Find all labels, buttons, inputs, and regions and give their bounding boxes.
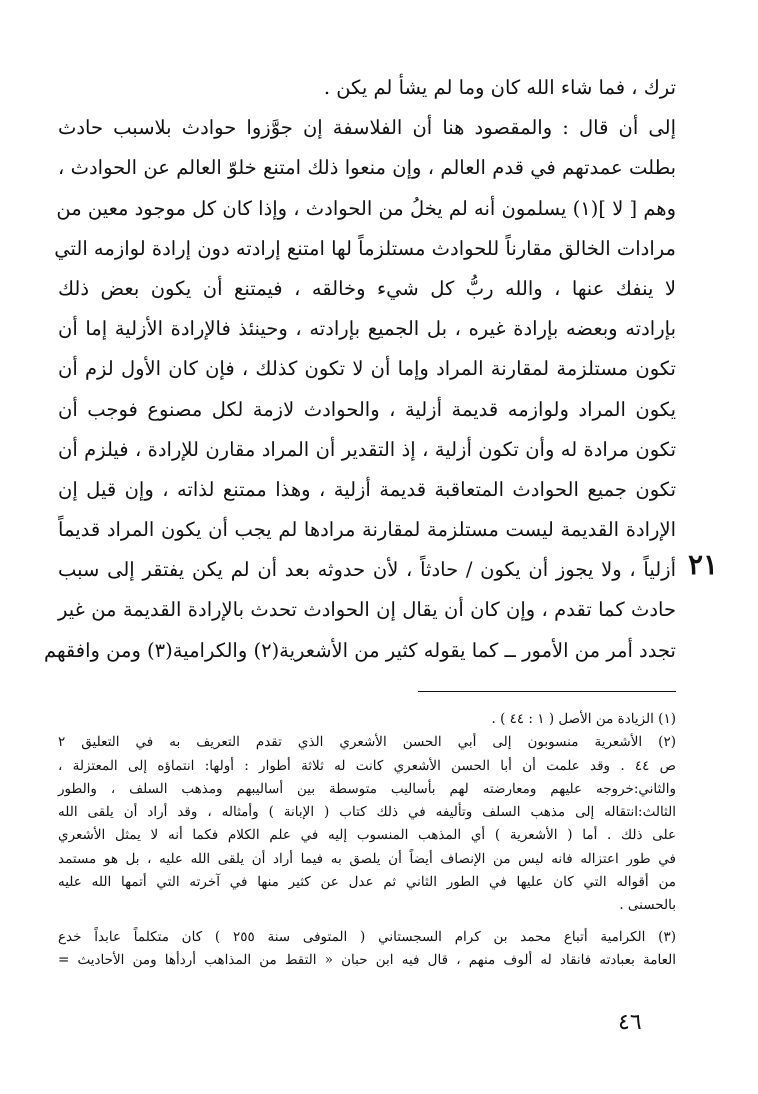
text-line: أزلياً ، ولا يجوز أن يكون / حادثاً ، لأن حدوثه بعد أن لم يكن يفتقر إلى سبب (58, 558, 676, 582)
margin-page-reference: ٢١ (688, 548, 719, 581)
text-line: مرادات الخالق مقارناً للحوادث مستلزماً لها امتنع إرادته دون إرادة لوازمه التي (54, 236, 676, 260)
text-line: يكون المراد ولوازمه قديمة أزلية ، والحوادث لازمة لكل مصنوع فوجب أن (58, 397, 676, 421)
text-line: لا ينفك عنها ، والله ربُّ كل شيء وخالقه ، فيمتنع أن يكون بعض ذلك (58, 276, 676, 300)
footnote-line: (١) الزيادة من الأصل ( ١ : ٤٤ ) . (491, 711, 676, 727)
footnote-line: على ذلك . أما ( الأشعرية ) أي المذهب المنسوب إليه في علم الكلام فكما أنه لا يمثل الأشعري (58, 827, 676, 844)
text-line: إلى أن قال : والمقصود هنا أن الفلاسفة إن جوَّزوا حوادث بلاسبب حادث (58, 116, 676, 140)
footnote-line: (٢) الأشعرية منسوبون إلى أبي الحسن الأشعري الذي تقدم التعريف به في التعليق ٢ (58, 734, 676, 751)
text-line: تكون مستلزمة لمقارنة المراد وإما أن لا تكون كذلك ، فإن كان الأول لزم أن (58, 357, 676, 381)
footnotes (58, 708, 676, 972)
footnote-divider (418, 691, 676, 692)
text-line: بإرادته وبعضه بإرادة غيره ، بل الجميع بإرادته ، وحينئذ فالإرادة الأزلية إما أن (58, 317, 676, 341)
text-line: الإرادة القديمة ليست مستلزمة لمقارنة مرادها لم يجب أن يكون المراد قديماً (58, 518, 676, 542)
footnote-line: والثاني:خروجه عليهم ومعارضته لهم بأساليب متوسطة بين أساليبهم ومذهب السلف ، والطور (58, 780, 676, 797)
text-line: وهم [ لا ](١) يسلمون أنه لم يخلُ من الحوادث ، وإذا كان كل موجود معين من (56, 196, 676, 220)
text-line: حادث كما تقدم ، وإن كان أن يقال إن الحوادث تحدث بالإرادة القديمة من غير (58, 598, 676, 622)
footnote-line: ص ٤٤ . وقد علمت أن أبا الحسن الأشعري كانت له ثلاثة أطوار : أولها: انتماؤه إلى المعتزلة ، (58, 757, 676, 774)
text-line: ترك ، فما شاء الله كان وما لم يشأ لم يكن . (323, 76, 676, 99)
footnote-line: من أقواله التي كان عليها في الطور الثاني ثم عدل عن كثير منها في آخرته التي أتمها الله عليه (58, 874, 676, 891)
text-line: تجدد أمر من الأمور ــ كما يقوله كثير من الأشعرية(٢) والكرامية(٣) ومن وافقهم (43, 638, 676, 662)
footnote-line: (٣) الكرامية أتباع محمد بن كرام السجستاني ( المتوفى سنة ٢٥٥ ) كان متكلماً عابداً خدع (58, 928, 676, 945)
footnote-line: في طور اعتزاله فانه ليس من الإنصاف أيضاً أن يلصق به فيما أراد أن يلقى الله عليه ، بل هو مستمد (58, 850, 676, 867)
text-line: بطلت عمدتهم في قدم العالم ، وإن منعوا ذلك امتنع خلوّ العالم عن الحوادث ، (58, 156, 676, 180)
page-number: ٤٦ (618, 1010, 642, 1035)
main-text (43, 68, 676, 671)
text-line: تكون جميع الحوادث المتعاقبة قديمة أزلية ، وهذا ممتنع لذاته ، وإن قيل إن (58, 477, 676, 501)
footnote-line: بالحسنى . (619, 897, 676, 914)
footnote-line: الثالث:انتقاله إلى مذهب السلف وتأليفه في ذلك كتاب ( الإبانة ) وأمثاله ، وقد أراد أن يلقى الله (58, 804, 676, 821)
footnote-line: العامة بعبادته فانقاد له ألوف منهم ، قال فيه ابن حبان « التقط من المذاهب أردأها ومن الأحاديث = (58, 951, 676, 968)
text-line: تكون مرادة له وأن تكون أزلية ، إذ التقدير أن المراد مقارن للإرادة ، فيلزم أن (58, 437, 676, 461)
